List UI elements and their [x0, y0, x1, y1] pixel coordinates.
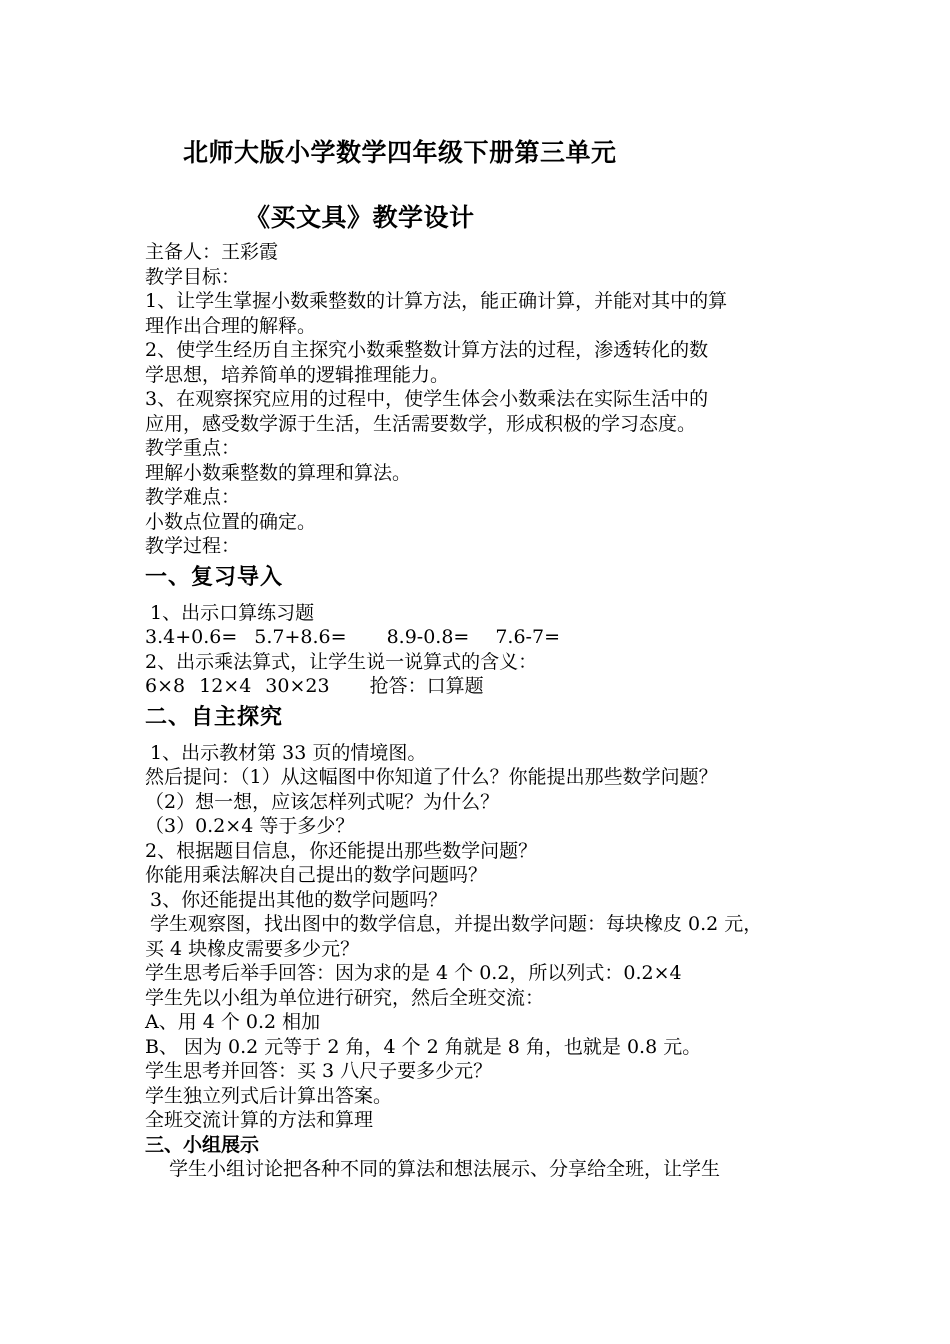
section-1-heading: 一、复习导入: [145, 564, 284, 590]
section-2-line: 学生观察图，找出图中的数学信息，并提出数学问题：每块橡皮 0.2 元，: [150, 913, 763, 935]
section-2-heading: 二、自主探究: [145, 704, 284, 730]
section-1-line-1: 1、出示口算练习题: [150, 601, 315, 624]
section-2-line: 3、你还能提出其他的数学问题吗？: [150, 888, 448, 911]
objective-2-line-a: 2、使学生经历自主探究小数乘整数计算方法的过程，渗透转化的数: [145, 339, 709, 361]
process-heading: 教学过程：: [145, 535, 241, 557]
section-1-calc-row: [145, 625, 825, 650]
calc-item-3: 8.9-0.8=: [386, 626, 470, 648]
mul-item-3: 30×23: [265, 675, 330, 697]
mul-item-1: 6×8: [145, 675, 186, 697]
section-2-line: 学生先以小组为单位进行研究，然后全班交流：: [145, 986, 545, 1009]
mul-item-2: 12×4: [199, 675, 252, 697]
calc-item-4: 7.6-7=: [495, 626, 560, 648]
section-3-line-1: 学生小组讨论把各种不同的算法和想法展示、分享给全班，让学生: [169, 1157, 721, 1180]
objective-2-line-b: 学思想，培养简单的逻辑推理能力。: [145, 363, 450, 386]
section-2-line: 学生思考并回答：买 3 八尺子要多少元？: [145, 1060, 493, 1082]
objective-1-line-a: 1、让学生掌握小数乘整数的计算方法，能正确计算，并能对其中的算: [145, 290, 728, 312]
key-points-heading: 教学重点：: [145, 437, 241, 459]
section-2-line: 你能用乘法解决自己提出的数学问题吗？: [145, 864, 488, 886]
calc-item-1: 3.4+0.6=: [145, 626, 238, 648]
section-2-line: A、用 4 个 0.2 相加: [145, 1011, 321, 1033]
objectives-heading: 教学目标：: [145, 265, 241, 288]
section-2-line: （2）想一想，应该怎样列式呢？为什么？: [145, 790, 500, 813]
objective-3-line-a: 3、在观察探究应用的过程中，使学生体会小数乘法在实际生活中的: [145, 388, 709, 410]
section-2-line: B、 因为 0.2 元等于 2 角，4 个 2 角就是 8 角，也就是 0.8 元。: [145, 1035, 702, 1058]
document-title-line1: 北师大版小学数学四年级下册第三单元: [183, 138, 617, 167]
document-body: [145, 240, 825, 1181]
difficulties-text: 小数点位置的确定。: [145, 510, 317, 533]
section-2-line: 买 4 块橡皮需要多少元？: [145, 937, 360, 960]
key-points-text: 理解小数乘整数的算理和算法。: [145, 461, 412, 484]
calc-item-2: 5.7+8.6=: [254, 626, 347, 648]
objective-1-line-b: 理作出合理的解释。: [145, 314, 317, 337]
section-2-line: 1、出示教材第 33 页的情境图。: [150, 741, 427, 764]
difficulties-heading: 教学难点：: [145, 486, 241, 508]
mul-item-4: 抢答：口算题: [369, 675, 484, 697]
section-2-line: 然后提问：（1）从这幅图中你知道了什么？你能提出那些数学问题？: [145, 766, 718, 788]
section-2-line: （3）0.2×4 等于多少？: [145, 815, 355, 837]
section-2-line: 学生思考后举手回答：因为求的是 4 个 0.2，所以列式：0.2×4: [145, 962, 682, 984]
section-1-mul-row: [145, 674, 825, 699]
section-1-line-3: 2、出示乘法算式，让学生说一说算式的含义：: [145, 650, 538, 673]
section-3-heading: 三、小组展示: [145, 1133, 260, 1156]
objective-3-line-b: 应用，感受数学源于生活，生活需要数学，形成积极的学习态度。: [145, 412, 697, 435]
section-2-line: 学生独立列式后计算出答案。: [145, 1084, 393, 1107]
section-2-line: 全班交流计算的方法和算理: [145, 1109, 374, 1131]
document-title-line2: 《买文具》教学设计: [245, 203, 475, 232]
preparer-line: 主备人：王彩霞: [145, 241, 279, 263]
section-2-line: 2、根据题目信息，你还能提出那些数学问题？: [145, 839, 538, 862]
